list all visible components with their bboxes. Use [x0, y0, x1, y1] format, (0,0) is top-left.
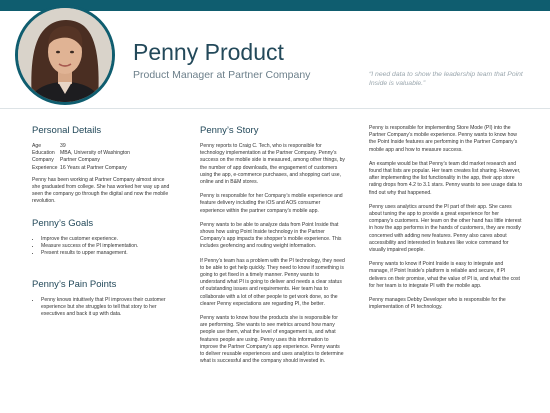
persona-name: Penny Product [133, 39, 284, 65]
detail-row [32, 165, 130, 172]
detail-row [32, 150, 130, 157]
story-paragraph: Penny wants to know how the products she is responsible for are performing. She wants to see metrics around how many people use them, what the level of engagement is, and what features people are using. Penny uses this information to improve the Partner Company’s app experience. Penny wants to deliver reusable experiences and uses analytics to determine what is successful and the company should invested in. [200, 315, 344, 365]
list-item: • Measure success of the PI implementation. [41, 243, 172, 250]
detail-key: Education [32, 150, 55, 157]
story-heading: Penny’s Story [200, 125, 259, 136]
pain-points-list [32, 297, 172, 319]
detail-value: Partner Company [60, 157, 100, 164]
story-paragraph: Penny wants to know if Point Inside is easy to integrate and manage, if Point Inside’s platform is reliable and secure, if PI delivers on their promise, what the value of PI is, and what the cost for her team is to integrate PI with the mobile app. [369, 261, 520, 289]
detail-key: Company [32, 157, 54, 164]
list-item: • Present results to upper management. [41, 250, 172, 257]
detail-row [32, 157, 130, 164]
profile-photo [15, 5, 115, 105]
persona-quote: “I need data to show the leadership team that Point Inside is valuable.” [369, 71, 523, 87]
story-paragraph: An example would be that Penny’s team did market research and found that lists are popular. Her team creates list sharing. However, after implementing the list functionality in the app, their app store rating drops from 4.2 to 3.1 stars. Penny wants to see usage data to find out why that happened. [369, 160, 523, 196]
left-column [32, 125, 172, 319]
list-item: • Improve the customer experience. [41, 236, 172, 243]
story-continued-column [369, 125, 524, 318]
personal-details-section [32, 125, 172, 218]
goals-list [32, 236, 172, 258]
pain-points-heading: Penny’s Pain Points [32, 279, 117, 290]
list-item: • Penny knows intuitively that PI improves their customer experience but she struggles to tell that story to her executives and back it up with data. [41, 297, 172, 319]
persona-portrait-image [18, 8, 112, 102]
story-paragraph: Penny manages Debby Developer who is responsible for the implementation of PI technology. [369, 297, 506, 311]
goals-heading: Penny’s Goals [32, 218, 94, 229]
persona-role: Product Manager at Partner Company [133, 69, 311, 81]
detail-value: MBA, University of Washington [60, 150, 131, 157]
detail-value: 16 Years at Partner Company [60, 164, 127, 171]
header-divider [0, 108, 550, 109]
story-paragraph: Penny uses analytics around the PI part of their app. She cares about tuning the app to provide a great experience for her company’s customers. Her team on the other hand has little interest in how the app performs in the hands of customers, they are mostly concerned with adding new features. Penny also cares about accessibility and interested in features like voice command for visually impaired people. [369, 203, 522, 254]
story-column [200, 125, 345, 372]
personal-details-table [32, 143, 130, 172]
detail-key: Experience [32, 164, 58, 171]
story-paragraph: Penny is responsible for her Company’s mobile experience and feature delivery including the iOS and AOS consumer experience within the partner company’s mobile app. [200, 193, 343, 214]
detail-row [32, 143, 130, 150]
story-paragraph: Penny wants to be able to analyze data from Point Inside that shows how using Point Inside technology in the Partner Company’s app impacts the shopper’s mobile experience. This includes geofencing and routing weight information. [200, 221, 342, 250]
story-paragraph: If Penny’s team has a problem with the PI technology, they need to be able to get help quickly. They need to know if something is going to get fixed in a timely manner. Penny wants to understand what PI is going to deliver and needs a clear status of outstanding issues and requirements. Her team has to collaborate with a lot of other people to get work done, so the clearer Penny expectations are regarding PI, the better. [200, 257, 345, 307]
goals-section [32, 218, 172, 279]
persona-bio: Penny has been working at Partner Company almost since she graduated from college. She has worked her way up and seen the company go through the digital and now the mobile revolution. [32, 176, 170, 205]
personal-details-heading: Personal Details [32, 125, 102, 136]
detail-key: Age [32, 143, 42, 149]
story-paragraph: Penny is responsible for implementing Store Mode (PI) into the Partner Company’s mobile experience. Penny wants to know how the Point Inside features are performing in the Partner Company’s mobile app and how to measure success. [369, 125, 518, 153]
detail-value: 39 [60, 143, 66, 149]
pain-points-section [32, 279, 172, 319]
story-paragraph: Penny reports to Craig C. Tech, who is responsible for technology implementation at the Partner Company. Penny’s success on the mobile side is measured, among other things, by the number of app downloads, the engagement of customers using the app, e-commerce purchases, and shopping cart use, online and in B&M stores. [200, 143, 345, 186]
